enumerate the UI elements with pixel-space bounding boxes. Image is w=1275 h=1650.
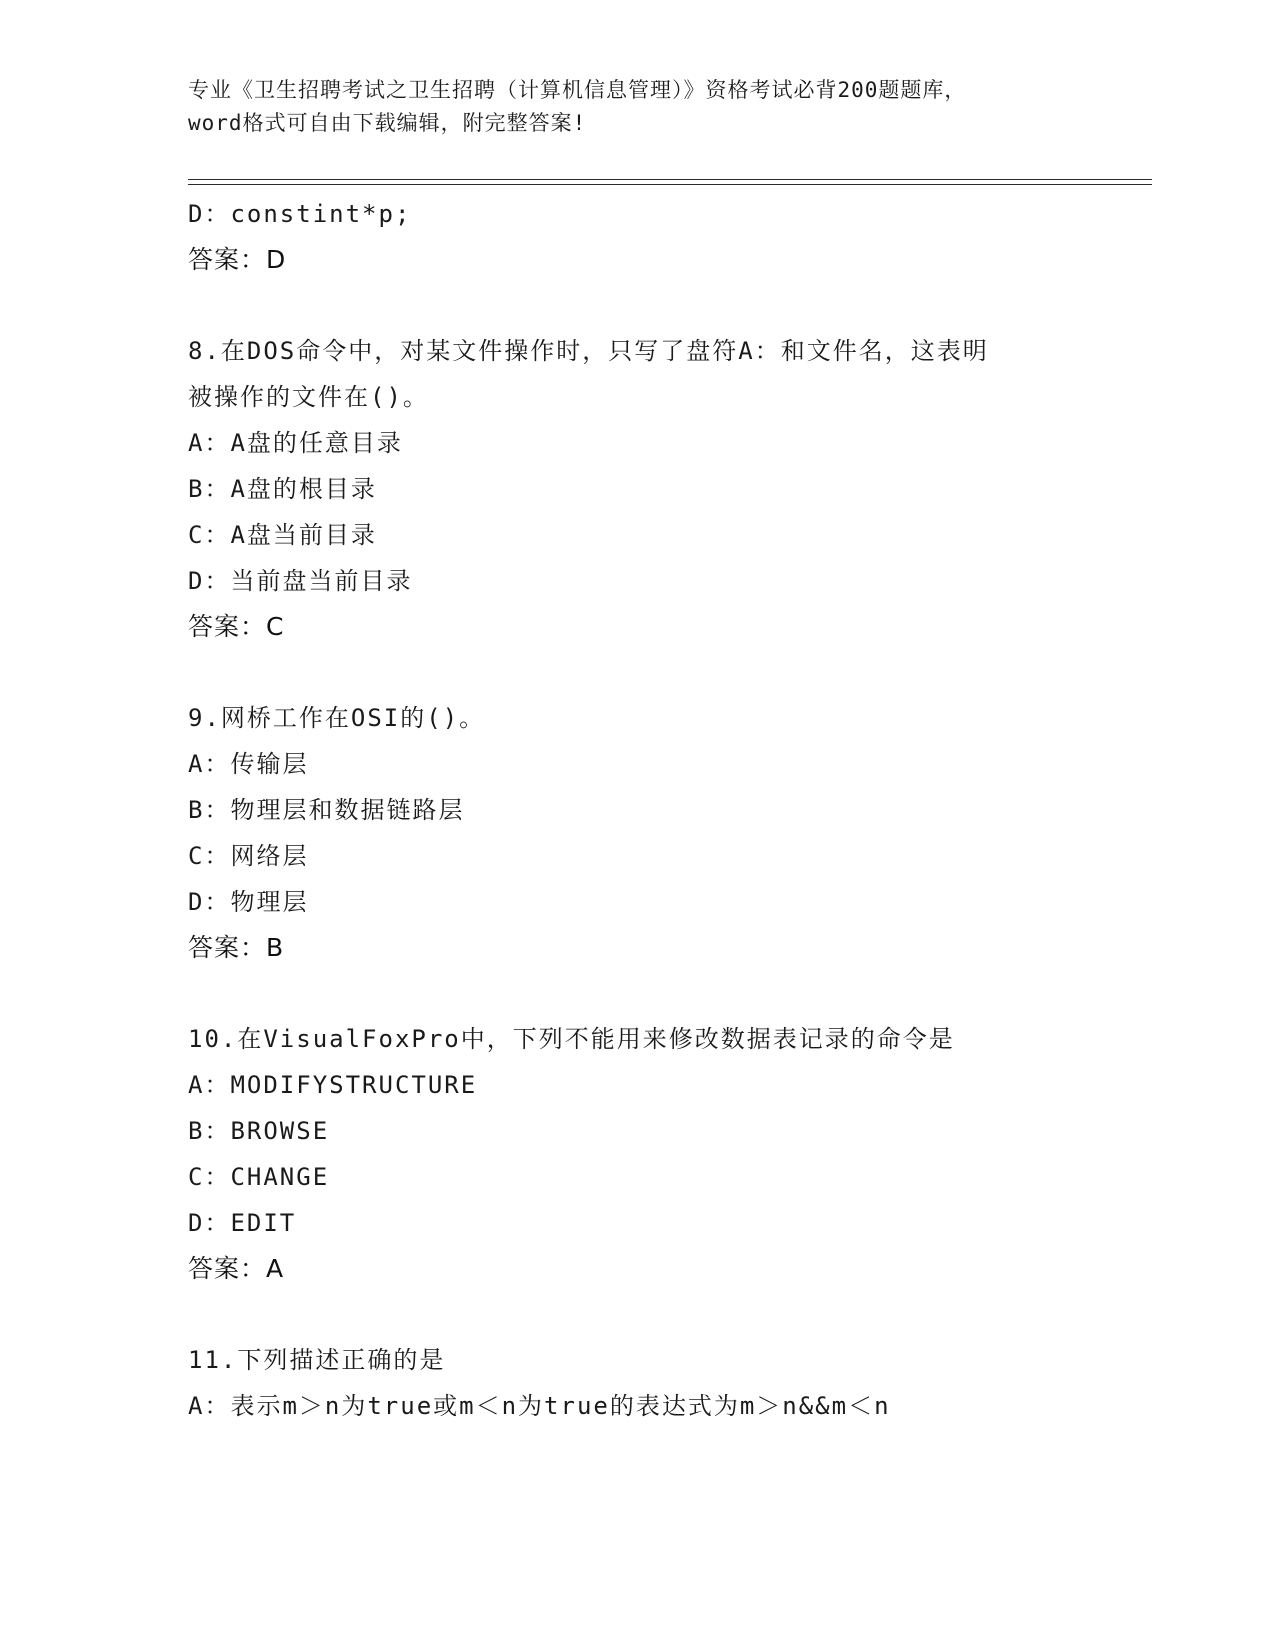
option-a: A：MODIFYSTRUCTURE [188, 1071, 478, 1099]
answer-label: 答案：B [188, 933, 285, 962]
option-b: B：BROWSE [188, 1117, 330, 1145]
answer-label: 答案：C [188, 612, 285, 641]
question-10 [188, 1016, 1148, 1292]
option-d: D：constint*p; [188, 200, 412, 228]
question-stem-line-1: 8.在DOS命令中，对某文件操作时，只写了盘符A：和文件名，这表明 [188, 337, 989, 365]
question-7 [188, 191, 1148, 283]
spacer [188, 971, 1148, 1016]
question-stem: 9.网桥工作在OSI的()。 [188, 704, 486, 732]
question-9 [188, 695, 1148, 971]
option-b: B：物理层和数据链路层 [188, 796, 465, 824]
option-c: C：网络层 [188, 842, 309, 870]
option-c: C：CHANGE [188, 1163, 330, 1191]
spacer [188, 650, 1148, 695]
header-divider-top [188, 179, 1152, 180]
question-11 [188, 1337, 1148, 1429]
spacer [188, 1292, 1148, 1337]
option-a: A：传输层 [188, 750, 309, 778]
header-divider-bottom [188, 184, 1152, 185]
option-d: D：当前盘当前目录 [188, 567, 413, 595]
document-header [188, 74, 1108, 140]
question-stem: 10.在VisualFoxPro中，下列不能用来修改数据表记录的命令是 [188, 1025, 955, 1053]
option-b: B：A盘的根目录 [188, 475, 377, 503]
answer-label: 答案：D [188, 245, 287, 274]
spacer [188, 283, 1148, 328]
question-8 [188, 328, 1148, 650]
answer-label: 答案：A [188, 1254, 285, 1283]
option-c: C：A盘当前目录 [188, 521, 377, 549]
option-d: D：物理层 [188, 888, 309, 916]
header-title-line-2: word格式可自由下载编辑，附完整答案! [188, 111, 587, 135]
option-d: D：EDIT [188, 1209, 297, 1237]
option-a: A：表示m＞n为true或m＜n为true的表达式为m＞n&&m＜n [188, 1392, 891, 1420]
question-list [188, 191, 1148, 1429]
header-title-line-1: 专业《卫生招聘考试之卫生招聘（计算机信息管理）》资格考试必背200题题库， [188, 78, 967, 102]
option-a: A：A盘的任意目录 [188, 429, 403, 457]
question-stem: 11.下列描述正确的是 [188, 1346, 446, 1374]
question-stem-line-2: 被操作的文件在()。 [188, 383, 429, 411]
question-stem [188, 328, 1148, 420]
